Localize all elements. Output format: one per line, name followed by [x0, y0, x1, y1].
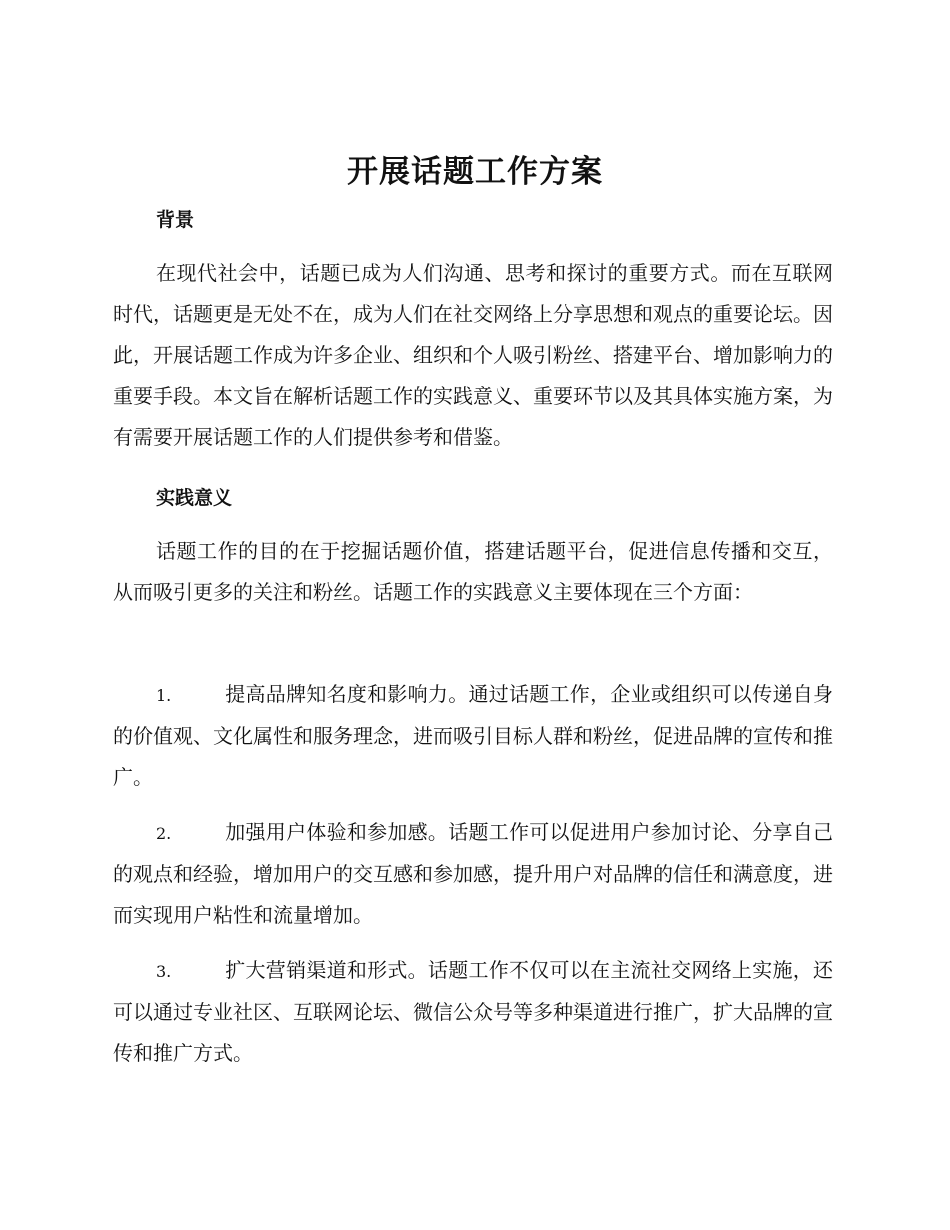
list-item-number: 1.: [156, 686, 172, 705]
document-title: 开展话题工作方案: [347, 154, 603, 190]
list-item-number: 3.: [156, 962, 172, 981]
section-heading-background: 背景: [156, 209, 195, 231]
paragraph-practical-significance: 话题工作的目的在于挖掘话题价值，搭建话题平台，促进信息传播和交互，从而吸引更多的关注和粉丝。话题工作的实践意义主要体现在三个方面：: [113, 539, 833, 604]
section-heading-practical-significance: 实践意义: [156, 487, 233, 509]
list-item: [113, 950, 833, 1074]
list-item: [113, 674, 833, 798]
list-item: [113, 812, 833, 936]
list-item-text: 提高品牌知名度和影响力。通过话题工作，企业或组织可以传递自身的价值观、文化属性和服务理念，进而吸引目标人群和粉丝，促进品牌的宣传和推广。: [113, 682, 833, 789]
list-item-number: 2.: [156, 824, 172, 843]
list-item-text: 扩大营销渠道和形式。话题工作不仅可以在主流社交网络上实施，还可以通过专业社区、互联网论坛、微信公众号等多种渠道进行推广，扩大品牌的宣传和推广方式。: [113, 958, 833, 1065]
paragraph-background: 在现代社会中，话题已成为人们沟通、思考和探讨的重要方式。而在互联网时代，话题更是无处不在，成为人们在社交网络上分享思想和观点的重要论坛。因此，开展话题工作成为许多企业、组织和个人吸引粉丝、搭建平台、增加影响力的重要手段。本文旨在解析话题工作的实践意义、重要环节以及其具体实施方案，为有需要开展话题工作的人们提供参考和借鉴。: [113, 261, 833, 449]
list-item-text: 加强用户体验和参加感。话题工作可以促进用户参加讨论、分享自己的观点和经验，增加用户的交互感和参加感，提升用户对品牌的信任和满意度，进而实现用户粘性和流量增加。: [113, 820, 833, 927]
